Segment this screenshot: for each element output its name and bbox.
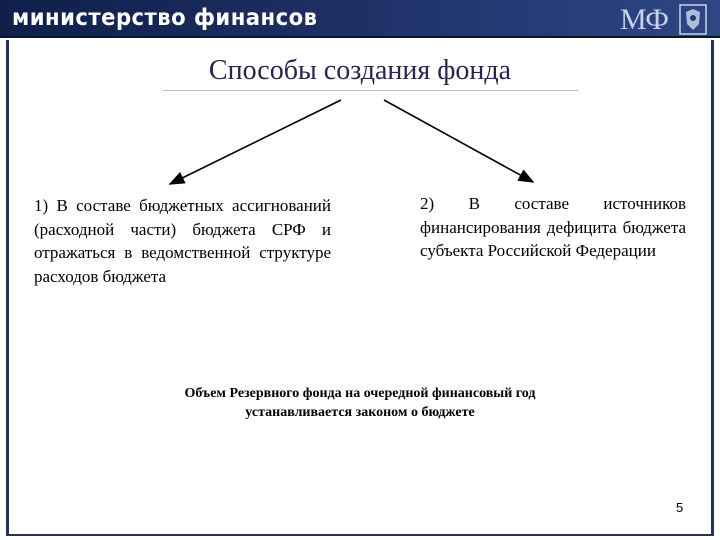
arrow-left	[170, 100, 341, 184]
note-line-1: Объем Резервного фонда на очередной финансовый год	[184, 386, 536, 401]
method-deficit-financing: 2) В составе источников финансирования дефицита бюджета субъекта Российской Федерации	[420, 194, 686, 260]
slide-title: Способы создания фонда	[208, 55, 512, 86]
page-number: 5	[676, 500, 684, 515]
arrow-right	[384, 100, 533, 182]
logo-text: МФ	[620, 3, 668, 36]
note-line-2: устанавливается законом о бюджете	[245, 405, 475, 420]
method-budget-allocations: 1) В составе бюджетных ассигнований (расходной части) бюджета СРФ и отражаться в ведомственной структуре расходов бюджета	[34, 196, 331, 286]
ministry-name: министерство финансов	[12, 5, 318, 31]
reserve-fund-note	[0, 384, 720, 422]
